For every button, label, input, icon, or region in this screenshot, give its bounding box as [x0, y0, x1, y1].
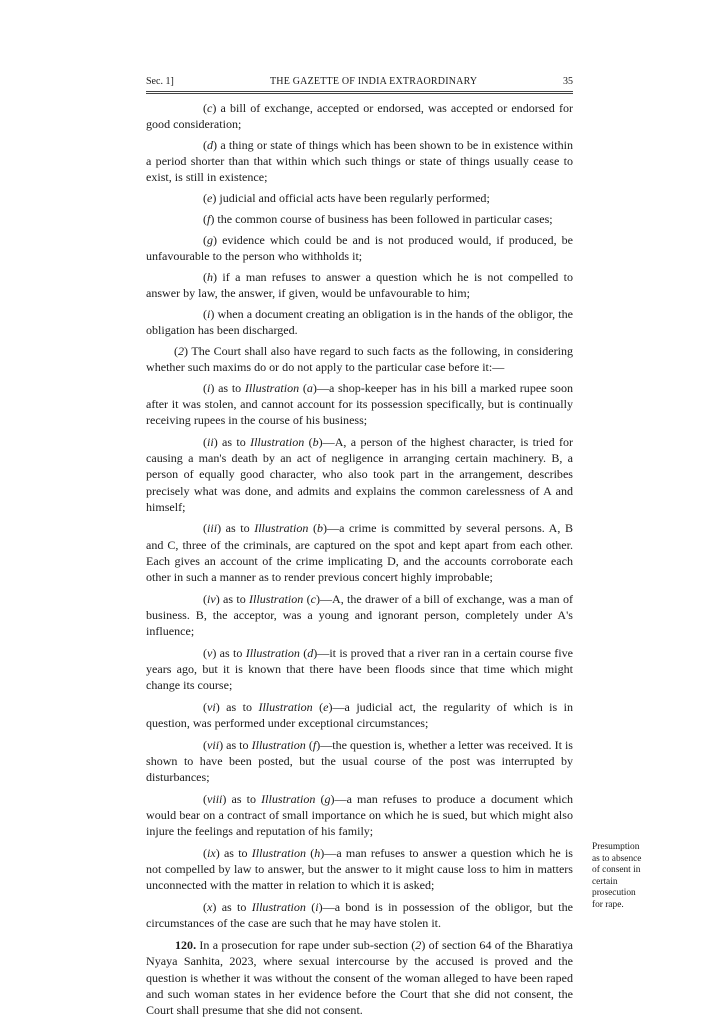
clause-paragraph: (g) evidence which could be and is not produced would, if produced, be unfavourable to the person who withholds it; [146, 232, 573, 263]
illustration-note: (iv) as to Illustration (c)—A, the drawer of a bill of exchange, was a man of business. B, the acceptor, was a young and ignorant person, completely under A's influence; [146, 591, 573, 639]
section-subsection-ref: 2 [415, 938, 422, 953]
clause-text: if a man refuses to answer a question which he is not compelled to answer by law, the answer, if given, would be unfavourable to him; [146, 269, 573, 300]
note-number: x [207, 900, 213, 915]
header-rule-bottom [146, 93, 573, 94]
illustration-ref: e [323, 699, 329, 714]
note-text: —the question is, whether a letter was received. It is shown to have been posted, but the usual course of the post was interrupted by disturbances; [146, 737, 573, 785]
illustration-note: (i) as to Illustration (a)—a shop-keeper has in his bill a marked rupee soon after it was stolen, and cannot account for its possession specifically, but is continually receiving rupees in the course of his business; [146, 380, 574, 428]
note-text: —a bond is in possession of the obligor, but the circumstances of the case are such that he may have stolen it. [146, 900, 574, 931]
note-text: —a crime is committed by several persons. A, B and C, three of the criminals, are captured on the spot and kept apart from each other. Each gives an account of the crime implicating D, and the accounts corroborate each other in such a manner as to render previous concert highly improbable; [146, 521, 573, 585]
marginal-note-line: Presumption [592, 842, 640, 852]
illustration-ref: c [310, 591, 316, 606]
illustration-ref: d [307, 645, 314, 660]
subsection-text: The Court shall also have regard to such facts as the following, in considering whether such maxims do or do not apply to the particular case before it:— [146, 343, 573, 374]
section-text-b: ) of section 64 of the Bharatiya Nyaya Sanhita, 2023, where sexual intercourse by the accused is proved and the question is whether it was without the consent of the woman alleged to have been raped and such woman states in her evidence before the Court that she did not consent, the Court shall presume that she did not consent. [146, 938, 574, 1017]
clause-label: f [207, 212, 211, 226]
note-number: viii [207, 791, 223, 806]
illustration-ref: i [315, 900, 319, 915]
note-text: —it is proved that a river ran in a certain course five years ago, but it is known that there have been floods since that time which might change its course; [146, 645, 573, 693]
header-rule-top [146, 91, 573, 92]
note-number: i [207, 380, 211, 395]
marginal-note-line: prosecution [592, 888, 636, 899]
note-text: —A, a person of the highest character, is tried for causing a man's death by an act of negligence in arranging certain machinery. B, a person of equally good character, who also took part in the arrangement, describes precisely what was done, and admits and explains the common carelessness of A and himself; [146, 434, 574, 514]
note-text: —a man refuses to produce a document which would bear on a contract of small importance on which he is sued, but which might also injure the feelings and reputation of his family; [146, 791, 574, 839]
illustration-note: (viii) as to Illustration (g)—a man refuses to produce a document which would bear on a contract of small importance on which he is sued, but which might also injure the feelings and reputation of his family; [146, 791, 574, 839]
header-title: THE GAZETTE OF INDIA EXTRAORDINARY [270, 76, 478, 87]
clause-label: h [207, 269, 214, 284]
note-text: —A, the drawer of a bill of exchange, was a man of business. B, the acceptor, was a young and ignorant person, completely under A's influence; [146, 591, 573, 639]
page-header [146, 76, 573, 92]
section-number: 120. [175, 938, 197, 953]
illustration-note: (ii) as to Illustration (b)—A, a person of the highest character, is tried for causing a man's death by an act of negligence in arranging certain machinery. B, a person of equally good character, who also took part in the arrangement, describes precisely what was done, and admits and explains the common carelessness of A and himself; [146, 434, 574, 514]
illustration-note: (vii) as to Illustration (f)—the question is, whether a letter was received. It is shown to have been posted, but the usual course of the post was interrupted by disturbances; [146, 737, 573, 785]
illustration-word: Illustration [251, 737, 306, 752]
illustration-ref: b [316, 521, 324, 536]
note-number: iv [207, 591, 216, 606]
document-body [146, 100, 573, 1023]
clause-paragraph: (i) when a document creating an obligation is in the hands of the obligor, the obligation has been discharged. [146, 306, 573, 337]
note-text: —a judicial act, the regularity of which is in question, was performed under exceptional circumstances; [146, 699, 573, 731]
clause-paragraph: (h) if a man refuses to answer a question which he is not compelled to answer by law, the answer, if given, would be unfavourable to him; [146, 269, 573, 300]
clause-paragraph: (e) judicial and official acts have been regularly performed; [203, 191, 490, 206]
illustration-note: (x) as to Illustration (i)—a bond is in possession of the obligor, but the circumstances of the case are such that he may have stolen it. [146, 900, 574, 931]
clause-paragraph: (d) a thing or state of things which has been shown to be in existence within a period shorter than that within which such things or state of things usually cease to exist, is still in existence; [146, 138, 573, 185]
marginal-note [592, 842, 684, 912]
illustration-word: Illustration [249, 591, 304, 606]
marginal-note-line: as to absence [592, 853, 642, 864]
clause-paragraph: (f) the common course of business has been followed in particular cases; [203, 212, 553, 226]
clause-text: the common course of business has been followed in particular cases; [217, 212, 553, 226]
illustration-word: Illustration [254, 521, 309, 536]
illustration-note: (v) as to Illustration (d)—it is proved that a river ran in a certain course five years ago, but it is known that there have been floods since that time which might change its course; [146, 645, 573, 693]
note-number: ii [207, 434, 214, 449]
clause-label: g [207, 232, 214, 247]
clause-text: judicial and official acts have been regularly performed; [219, 191, 490, 206]
clause-label: i [207, 306, 211, 321]
subsection-number: 2 [178, 343, 185, 358]
clause-label: c [207, 101, 213, 115]
clause-list [146, 100, 573, 338]
header-section: Sec. 1] [146, 76, 174, 87]
illustration-note: (vi) as to Illustration (e)—a judicial act, the regularity of which is in question, was performed under exceptional circumstances; [146, 699, 573, 731]
clause-label: d [207, 138, 214, 152]
illustration-ref: g [324, 791, 331, 806]
illustration-notes-list [146, 380, 573, 932]
illustration-word: Illustration [250, 434, 305, 449]
note-number: vii [207, 737, 220, 752]
illustration-word: Illustration [251, 900, 306, 915]
clause-paragraph: (c) a bill of exchange, accepted or endorsed, was accepted or endorsed for good consideration; [146, 101, 574, 132]
page-number: 35 [563, 76, 573, 87]
note-number: vi [207, 699, 216, 714]
note-number: v [207, 645, 213, 660]
illustration-ref: h [314, 846, 321, 861]
clause-text: evidence which could be and is not produced would, if produced, be unfavourable to the person who withholds it; [146, 232, 573, 263]
clause-text: a bill of exchange, accepted or endorsed, was accepted or endorsed for good consideration; [146, 101, 574, 132]
note-number: ix [207, 846, 216, 861]
section-120 [146, 937, 573, 1018]
note-number: iii [207, 521, 218, 536]
illustration-word: Illustration [261, 791, 316, 806]
illustration-ref: f [312, 737, 317, 752]
clause-label: e [207, 191, 213, 206]
subsection-2: (2) The Court shall also have regard to such facts as the following, in considering whether such maxims do or do not apply to the particular case before it:— [146, 343, 573, 374]
note-text: —a man refuses to answer a question which he is not compelled by law to answer, but the answer to it might cause loss to him in matters unconnected with the matter in relation to which it is asked; [146, 846, 573, 893]
note-text: —a shop-keeper has in his bill a marked rupee soon after it was stolen, and cannot account for its possession specifically, but is continually receiving rupees in the course of his business; [146, 380, 574, 428]
illustration-ref: b [312, 434, 319, 449]
illustration-word: Illustration [244, 380, 300, 395]
illustration-word: Illustration [258, 699, 313, 714]
illustration-word: Illustration [245, 645, 300, 660]
clause-text: a thing or state of things which has been shown to be in existence within a period shorter than that within which such things or state of things usually cease to exist, is still in existence; [146, 138, 573, 185]
marginal-note-line: certain [592, 876, 618, 887]
marginal-note-line: for rape. [592, 899, 624, 910]
illustration-ref: a [306, 380, 313, 395]
clause-text: when a document creating an obligation is in the hands of the obligor, the obligation has been discharged. [146, 306, 573, 337]
illustration-note: (iii) as to Illustration (b)—a crime is committed by several persons. A, B and C, three of the criminals, are captured on the spot and kept apart from each other. Each gives an account of the crime implicating D, and the accounts corroborate each other in such a manner as to render previous concert highly improbable; [146, 521, 573, 585]
illustration-word: Illustration [251, 846, 307, 861]
illustration-note: (ix) as to Illustration (h)—a man refuses to answer a question which he is not compelled by law to answer, but the answer to it might cause loss to him in matters unconnected with the matter in relation to which it is asked; [146, 846, 573, 893]
marginal-note-line: of consent in [592, 865, 641, 876]
section-text-a: In a prosecution for rape under sub-section ( [199, 938, 416, 953]
